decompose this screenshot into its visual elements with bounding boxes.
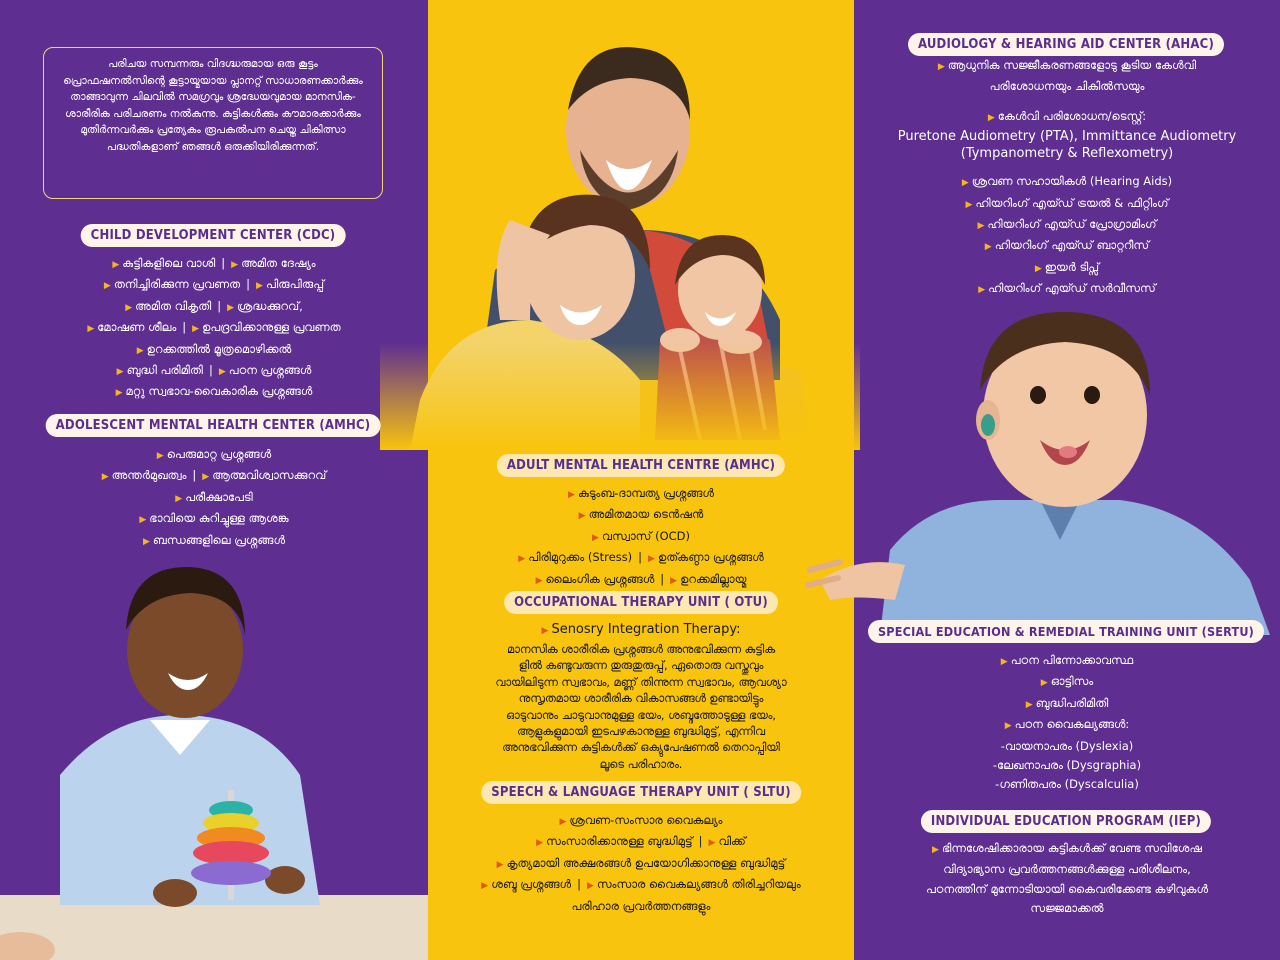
list-item: ▶ ബന്ധങ്ങളിലെ പ്രശ്നങ്ങൾ xyxy=(143,532,285,547)
list-item: ▶ ശ്രവണ സഹായികൾ (Hearing Aids) xyxy=(961,174,1173,189)
list-item: ▶ ഹിയറിംഗ് എയ്ഡ് ബാറ്ററീസ് xyxy=(984,238,1150,253)
list-item: ▶ വസ്വാസ് (OCD) xyxy=(592,528,690,543)
sltu-heading: SPEECH & LANGUAGE THERAPY UNIT ( SLTU) xyxy=(481,781,801,804)
list-item: ▶ ബുദ്ധിപരിമിതി xyxy=(1025,695,1109,710)
list-item: ▶ സംസാരിക്കാനുള്ള ബുദ്ധിമുട്ട് | ▶ വിക്ക് xyxy=(536,834,746,849)
list-item: ▶ ആധുനിക സജ്ജീകരണങ്ങളോടു കൂടിയ കേൾവി xyxy=(937,58,1197,72)
list-item: ▶ കുടുംബ-ദാമ്പത്യ പ്രശ്നങ്ങൾ xyxy=(568,486,714,500)
list-item: ▶ ലൈംഗിക പ്രശ്നങ്ങൾ | ▶ ഉറക്കമില്ലായ്മ xyxy=(535,571,747,586)
list-item: ▶ ശബ്ദ പ്രശ്നങ്ങൾ | ▶ സംസാര വൈകല്യങ്ങൾ തിരിച്ചറിയലും xyxy=(481,877,801,892)
sltu-list xyxy=(428,811,854,916)
list-item: ▶ ഓട്ടിസം xyxy=(1040,674,1094,689)
cdc-heading: CHILD DEVELOPMENT CENTER (CDC) xyxy=(81,224,346,247)
boy-with-toy-photo xyxy=(0,555,428,960)
ahac-list xyxy=(854,56,1280,301)
list-item: -വായനാപരം (Dyslexia) xyxy=(1000,738,1134,753)
list-item: ▶ തനിച്ചിരിക്കുന്ന പ്രവണത | ▶ പിരുപിരുപ്പ് xyxy=(103,277,325,292)
list-item: ▶ ശ്രവണ-സംസാര വൈകല്യം xyxy=(559,813,723,827)
amhc-adult-heading: ADULT MENTAL HEALTH CENTRE (AMHC) xyxy=(497,454,785,477)
list-item: പരിഹാര പ്രവർത്തനങ്ങളും xyxy=(571,898,711,913)
list-item: പഠനത്തിന് മുന്നോടിയായി കൈവരിക്കേണ്ട കഴിവുകൾ xyxy=(925,881,1209,896)
list-item: ▶ ഹിയറിംഗ് എയ്ഡ് പ്രോഗ്രാമിംഗ് xyxy=(977,217,1157,232)
toddler-photo xyxy=(800,300,1280,635)
list-item: (Tympanometry & Reflexometry) xyxy=(960,146,1174,162)
iep-list xyxy=(854,839,1280,919)
list-item: ▶ അമിതമായ ടെൻഷൻ xyxy=(578,507,704,522)
list-item: ▶ പഠന പിന്നോക്കാവസ്ഥ xyxy=(1000,653,1134,667)
family-photo xyxy=(380,20,860,450)
list-item: ▶ ബുദ്ധി പരിമിതി | ▶ പഠന പ്രശ്നങ്ങൾ xyxy=(116,363,312,378)
list-item: വിദ്യാഭ്യാസ പ്രവർത്തനങ്ങൾക്കുള്ള പരിശീലനം, xyxy=(943,862,1191,877)
list-item: ▶ ഭാവിയെ കുറിച്ചുള്ള ആശങ്ക xyxy=(139,511,289,526)
list-item: ▶ ഹിയറിംഗ് എയ്ഡ് സർവീസസ് xyxy=(978,281,1156,296)
list-item: -ഗണിതപരം (Dyscalculia) xyxy=(995,777,1139,792)
list-item: ▶ ഹിയറിംഗ് എയ്ഡ് ട്രയൽ & ഫിറ്റിംഗ് xyxy=(965,195,1169,210)
amhc-adolescent-heading: ADOLESCENT MENTAL HEALTH CENTER (AMHC) xyxy=(46,414,381,437)
list-item: ▶ അമിത വികൃതി | ▶ ശ്രദ്ധക്കുറവ്, xyxy=(125,298,303,313)
iep-heading: INDIVIDUAL EDUCATION PROGRAM (IEP) xyxy=(921,810,1211,833)
amhc-adult-list xyxy=(428,484,854,591)
amhc-adolescent-list xyxy=(0,445,428,552)
list-item: ▶ അന്തർമുഖത്വം | ▶ ആത്മവിശ്വാസക്കുറവ് xyxy=(101,468,327,483)
list-item: ▶ ഇയർ ടിപ്സ് xyxy=(1034,259,1100,274)
list-item: ▶ മോഷണ ശീലം | ▶ ഉപദ്രവിക്കാനുള്ള പ്രവണത xyxy=(87,320,341,335)
list-item: ▶ മറ്റു സ്വഭാവ-വൈകാരിക പ്രശ്നങ്ങൾ xyxy=(115,384,313,399)
list-item: ▶ ഭിന്നശേഷിക്കാരായ കുട്ടികൾക്ക് വേണ്ട സവിശേഷ xyxy=(932,841,1202,855)
intro-box xyxy=(43,47,383,199)
intro-text: പരിചയ സമ്പന്നരും വിദഗ്ദ്ധരുമായ ഒരു കൂട്ടം പ്രൊഫഷനൽസിന്റെ കൂട്ടായ്മയായ പ്ലാനറ്റ് സാധാരണക്കാർക്കും താങ്ങാവുന്ന ചിലവിൽ സമഗ്രവും ശ്രദ്ധേയവുമായ മാനസിക-ശാരീരിക പരിചരണം നൽകുന്നു. കുട്ടികൾക്കും കൗമാരക്കാർക്കും മുതിർന്നവർക്കും പ്രത്യേകം രൂപകൽപന ചെയ്ത ചികിത്സാ പദ്ധതികളാണ് ഞങ്ങൾ ഒരുക്കിയിരിക്കുന്നത്. xyxy=(63,58,363,153)
ahac-heading: AUDIOLOGY & HEARING AID CENTER (AHAC) xyxy=(908,33,1224,56)
list-item: ▶ പിരിമുറുക്കം (Stress) | ▶ ഉത്കണ്ഠാ പ്രശ്നങ്ങൾ xyxy=(518,550,764,565)
list-item: ▶ പഠന വൈകല്യങ്ങൾ: xyxy=(1004,717,1130,732)
list-item: ▶ പെരുമാറ്റ പ്രശ്നങ്ങൾ xyxy=(156,447,272,461)
otu-paragraph: മാനസിക ശാരീരിക പ്രശ്നങ്ങൾ അനുഭവിക്കുന്ന കുട്ടിക ളിൽ കണ്ടുവരുന്ന തുരുതുരുപ്പ്, ഏതൊരു വസ്തുവും വായിലിടുന്ന സ്വഭാവം, മണ്ണ് തിന്നുന്ന സ്വഭാവം, ആവശ്യാ നുസൃതമായ ശാരീരിക വികാസങ്ങൾ ഉണ്ടായിട്ടും ഓടുവാനും ചാടുവാനുമുള്ള ഭയം, ശബ്ദത്തോടുള്ള ഭയം, ആളുകളുമായി ഇടപഴകാനുള്ള ബുദ്ധിമുട്ട്, എന്നിവ അനുഭവിക്കുന്ന കുട്ടികൾക്ക് ഒക്യുപേഷണൽ തെറാപ്പിയി ലൂടെ പരിഹാരം. xyxy=(495,643,787,771)
list-item: സജ്ജമാക്കൽ xyxy=(1030,901,1104,916)
otu-heading: OCCUPATIONAL THERAPY UNIT ( OTU) xyxy=(504,591,778,614)
list-item: -ലേഖനാപരം (Dysgraphia) xyxy=(992,758,1142,773)
sertu-heading: SPECIAL EDUCATION & REMEDIAL TRAINING UNIT (SERTU) xyxy=(868,620,1264,643)
cdc-list xyxy=(0,254,428,404)
list-item: ▶ കൃത്യമായി അക്ഷരങ്ങൾ ഉപയോഗിക്കാനുള്ള ബുദ്ധിമുട്ട് xyxy=(496,855,786,870)
list-item: ▶ പരീക്ഷാപേടി xyxy=(175,489,253,504)
list-item: ▶ കുട്ടികളിലെ വാശി | ▶ അമിത ദേഷ്യം xyxy=(112,256,316,270)
sertu-list xyxy=(854,651,1280,795)
list-item: Puretone Audiometry (PTA), Immittance Audiometry xyxy=(897,129,1237,145)
list-item: ▶ ഉറക്കത്തിൽ മൂത്രമൊഴിക്കൽ xyxy=(136,341,292,356)
list-item: പരിശോധനയും ചികിൽസയും xyxy=(989,79,1145,94)
otu-subheading: ▶ Senosry Integration Therapy: xyxy=(541,622,741,637)
list-item: ▶ കേൾവി പരിശോധന/ടെസ്റ്റ്: xyxy=(987,108,1147,123)
